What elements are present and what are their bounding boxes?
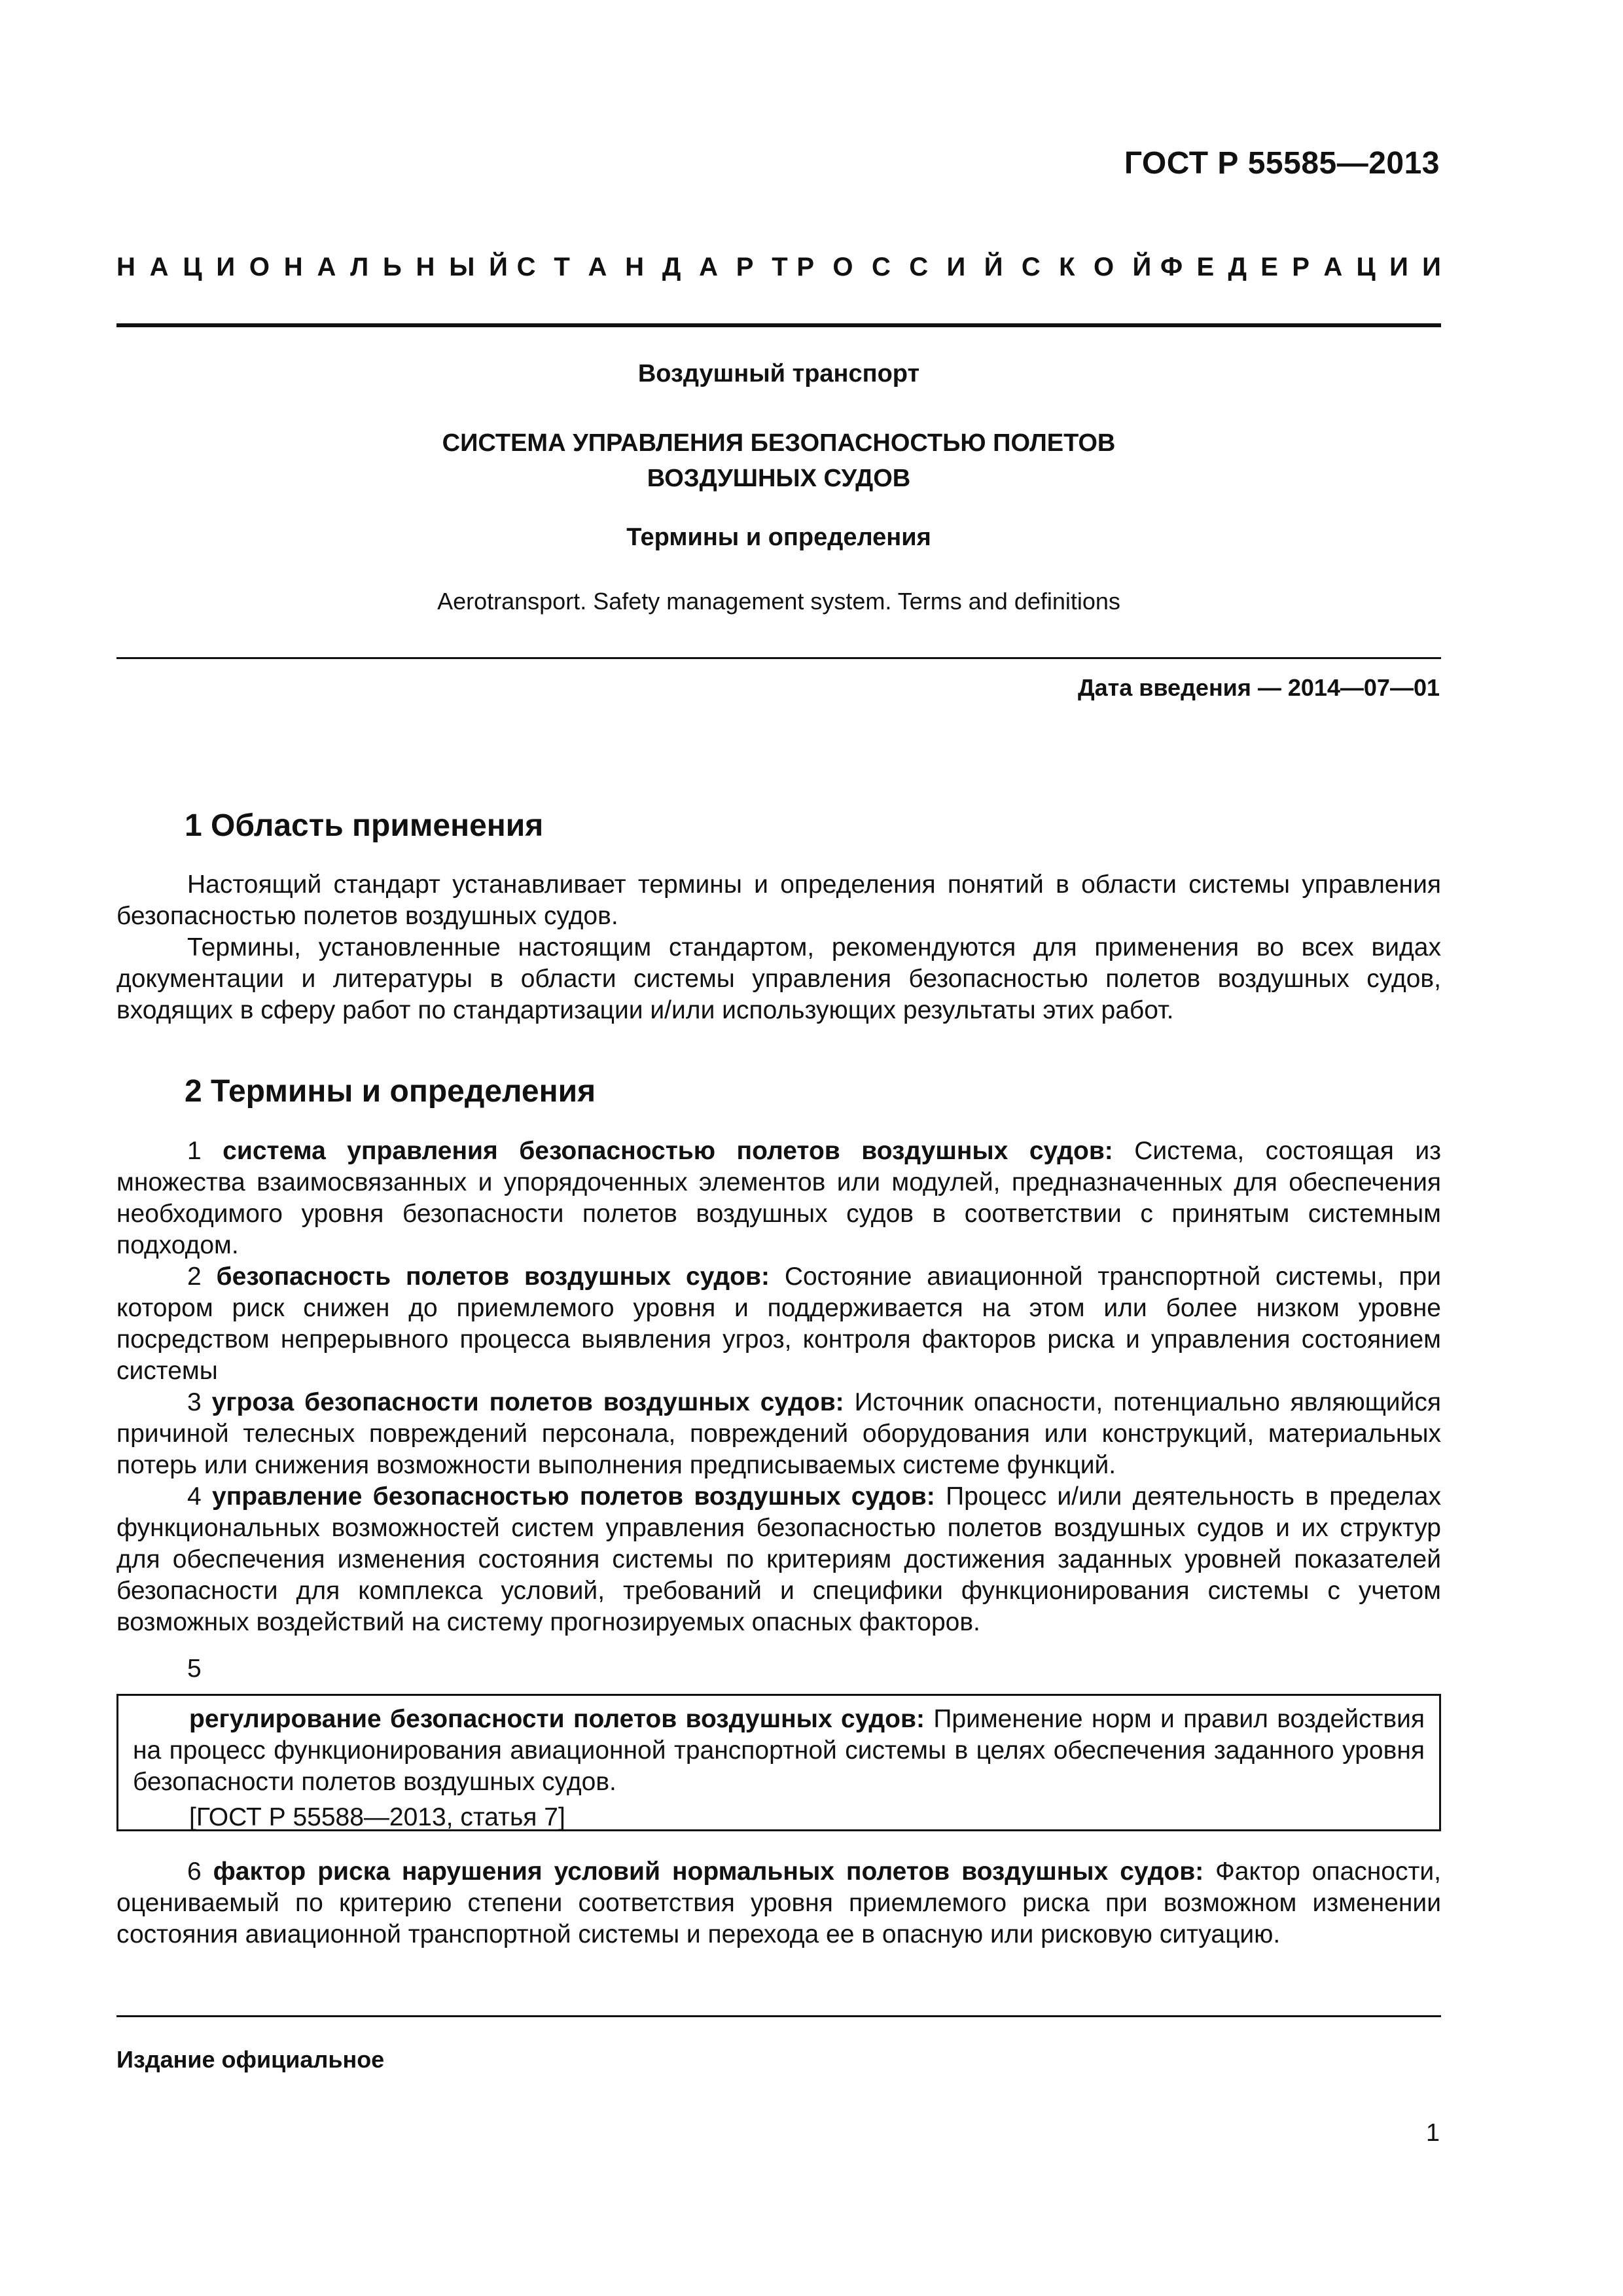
title-divider (116, 657, 1441, 659)
banner-word-russian: Р О С С И Й С К О Й (796, 253, 1152, 281)
section1-paragraph: Настоящий стандарт устанавливает термины и определения понятий в области системы управления безопасностью полетов воздушных судов. (116, 870, 1441, 930)
document-title-line1: СИСТЕМА УПРАВЛЕНИЯ БЕЗОПАСНОСТЬЮ ПОЛЕТОВ (442, 429, 1116, 457)
term-name: система управления безопасностью полетов воздушных судов: (223, 1137, 1113, 1165)
term-name: управление безопасностью полетов воздушных судов: (212, 1482, 935, 1511)
term-definition: Система, состоящая из множества взаимосвязанных и упорядоченных элементов или модулей, предназначенных для обеспечения необходимого уровня безопасности полетов воздушных судов в соответствии с принятым системным подходом. (116, 1137, 1442, 1259)
subject-area: Воздушный транспорт (637, 360, 920, 387)
section1-heading: 1 Область применения (185, 808, 544, 843)
term-number: 6 (187, 1857, 202, 1886)
banner-word-national: Н А Ц И О Н А Л Ь Н Ы Й (116, 253, 508, 281)
term-entry (116, 1136, 1441, 1261)
section2-body-cont (116, 1856, 1441, 1950)
term-entry (133, 1704, 1425, 1798)
term-entry (116, 1261, 1441, 1387)
section2-body (116, 1136, 1441, 1638)
page-number: 1 (1425, 2119, 1440, 2147)
national-standard-banner (116, 253, 1441, 282)
document-title (116, 425, 1441, 496)
english-title: Aerotransport. Safety management system. Terms and definitions (437, 588, 1120, 615)
banner-word-federation: Ф Е Д Е Р А Ц И И (1160, 253, 1441, 281)
document-title-line2: ВОЗДУШНЫХ СУДОВ (647, 465, 911, 492)
banner-word-standard: С Т А Н Д А Р Т (516, 253, 788, 281)
term-definition: Источник опасности, потенциально являющийся причиной телесных повреждений персонала, повреждений оборудования или конструкций, материальных потерь или снижения возможности выполнения предписываемых системе функций. (116, 1388, 1441, 1479)
edition-label: Издание официальное (116, 2046, 385, 2073)
term-name: регулирование безопасности полетов воздушных судов: (189, 1705, 925, 1733)
term-entry (116, 1387, 1441, 1481)
header-divider (116, 323, 1441, 327)
footer-divider (116, 2015, 1441, 2017)
term-number: 5 (187, 1655, 202, 1683)
term-definition: Применение норм и правил воздействия на процесс функционирования авиационной транспортной системы в целях обеспечения заданного уровня безопасности полетов воздушных судов. (133, 1705, 1425, 1796)
introduction-date: Дата введения — 2014—07—01 (1077, 674, 1440, 701)
term-name: угроза безопасности полетов воздушных судов: (211, 1388, 844, 1416)
term-number: 2 (187, 1263, 202, 1291)
term-name: безопасность полетов воздушных судов: (216, 1263, 770, 1291)
term-entry (116, 1856, 1441, 1950)
standard-number: ГОСТ Р 55585—2013 (1124, 146, 1440, 181)
section1-paragraph: Термины, установленные настоящим стандартом, рекомендуются для применения во всех видах документации и литературы в области системы управления безопасностью полетов воздушных судов, входящих в сферу работ по стандартизации и/или использующих результаты этих работ. (116, 933, 1441, 1024)
term-number: 4 (187, 1482, 202, 1511)
term-source-reference: [ГОСТ Р 55588—2013, статья 7] (189, 1803, 565, 1831)
document-subtitle: Термины и определения (626, 524, 931, 551)
term-definition: Фактор опасности, оцениваемый по критерию степени соответствия уровня приемлемого риска при возможном изменении состояния авиационной транспортной системы и перехода ее в опасную или рисковую ситуацию. (116, 1857, 1441, 1948)
term-definition: Процесс и/или деятельность в пределах функциональных возможностей систем управления безопасностью полетов воздушных судов и их структур для обеспечения изменения состояния системы по критериям достижения заданных уровней показателей безопасности для комплекса условий, требований и специфики функционирования системы с учетом возможных воздействий на систему прогнозируемых опасных факторов. (116, 1482, 1441, 1636)
section2-heading: 2 Термины и определения (185, 1074, 596, 1109)
term-number: 1 (187, 1137, 202, 1165)
term-name: фактор риска нарушения условий нормальных полетов воздушных судов: (213, 1857, 1204, 1886)
referenced-term-box (116, 1694, 1441, 1831)
section1-body (116, 869, 1441, 1026)
term-entry (116, 1481, 1441, 1638)
term-number: 3 (187, 1388, 202, 1416)
term-definition: Состояние авиационной транспортной системы, при котором риск снижен до приемлемого уровня и поддерживается на этом или более низком уровне посредством непрерывного процесса выявления угроз, контроля факторов риска и управления состоянием системы (116, 1263, 1441, 1385)
